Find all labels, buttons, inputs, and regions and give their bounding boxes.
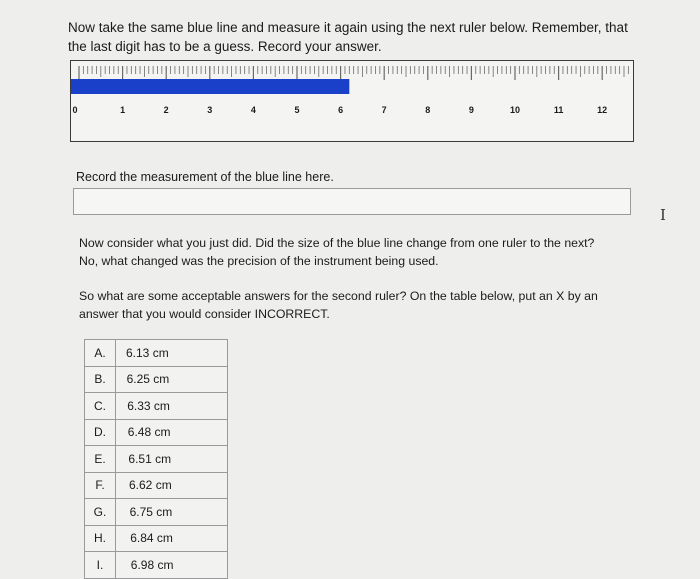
ruler-label: 1 bbox=[120, 105, 126, 115]
option-row bbox=[85, 552, 228, 579]
question-line-2: answer that you would consider INCORRECT. bbox=[79, 307, 330, 321]
option-row bbox=[85, 472, 228, 499]
text-cursor-icon: I bbox=[660, 206, 666, 224]
ruler-graphic bbox=[71, 61, 635, 143]
consider-line-1: Now consider what you just did. Did the size of the blue line change from one ruler to the next? bbox=[79, 236, 595, 250]
option-value[interactable]: 6.25 cm bbox=[116, 366, 228, 393]
option-row bbox=[85, 419, 228, 446]
instructions bbox=[68, 18, 668, 56]
ruler-label: 11 bbox=[553, 105, 564, 115]
option-value[interactable]: 6.13 cm bbox=[116, 340, 228, 367]
option-row bbox=[85, 499, 228, 526]
ruler-label: 3 bbox=[207, 105, 213, 115]
ruler-label: 6 bbox=[338, 105, 344, 115]
answer-options-table bbox=[84, 339, 228, 579]
option-letter: E. bbox=[85, 446, 116, 473]
instructions-line-2: the last digit has to be a guess. Record your answer. bbox=[68, 39, 382, 54]
option-letter: G. bbox=[85, 499, 116, 526]
instructions-line-1: Now take the same blue line and measure it again using the next ruler below. Remember, that bbox=[68, 20, 628, 35]
consider-paragraph bbox=[79, 234, 649, 270]
ruler bbox=[70, 60, 634, 142]
ruler-label: 4 bbox=[250, 105, 256, 115]
option-value[interactable]: 6.84 cm bbox=[116, 525, 228, 552]
ruler-label: 10 bbox=[509, 105, 521, 115]
option-value[interactable]: 6.62 cm bbox=[116, 472, 228, 499]
consider-line-2: No, what changed was the precision of the instrument being used. bbox=[79, 254, 439, 268]
ruler-label: 9 bbox=[468, 105, 474, 115]
record-label: Record the measurement of the blue line here. bbox=[76, 170, 334, 184]
option-row bbox=[85, 446, 228, 473]
ruler-label: 7 bbox=[381, 105, 387, 115]
blue-line bbox=[71, 79, 349, 94]
measurement-answer-field[interactable] bbox=[73, 188, 631, 215]
option-letter: A. bbox=[85, 340, 116, 367]
ruler-label: 8 bbox=[425, 105, 431, 115]
option-letter: B. bbox=[85, 366, 116, 393]
question-line-1: So what are some acceptable answers for the second ruler? On the table below, put an X by an bbox=[79, 289, 598, 303]
option-letter: I. bbox=[85, 552, 116, 579]
question-paragraph bbox=[79, 287, 649, 323]
option-letter: F. bbox=[85, 472, 116, 499]
option-row bbox=[85, 366, 228, 393]
ruler-label: 0 bbox=[72, 105, 78, 115]
option-letter: H. bbox=[85, 525, 116, 552]
option-row bbox=[85, 525, 228, 552]
option-row bbox=[85, 393, 228, 420]
ruler-label: 5 bbox=[294, 105, 300, 115]
option-value[interactable]: 6.98 cm bbox=[116, 552, 228, 579]
option-value[interactable]: 6.75 cm bbox=[116, 499, 228, 526]
ruler-label: 12 bbox=[597, 105, 608, 115]
ruler-label: 2 bbox=[163, 105, 169, 115]
option-letter: C. bbox=[85, 393, 116, 420]
option-letter: D. bbox=[85, 419, 116, 446]
option-value[interactable]: 6.48 cm bbox=[116, 419, 228, 446]
option-value[interactable]: 6.33 cm bbox=[116, 393, 228, 420]
option-row bbox=[85, 340, 228, 367]
option-value[interactable]: 6.51 cm bbox=[116, 446, 228, 473]
